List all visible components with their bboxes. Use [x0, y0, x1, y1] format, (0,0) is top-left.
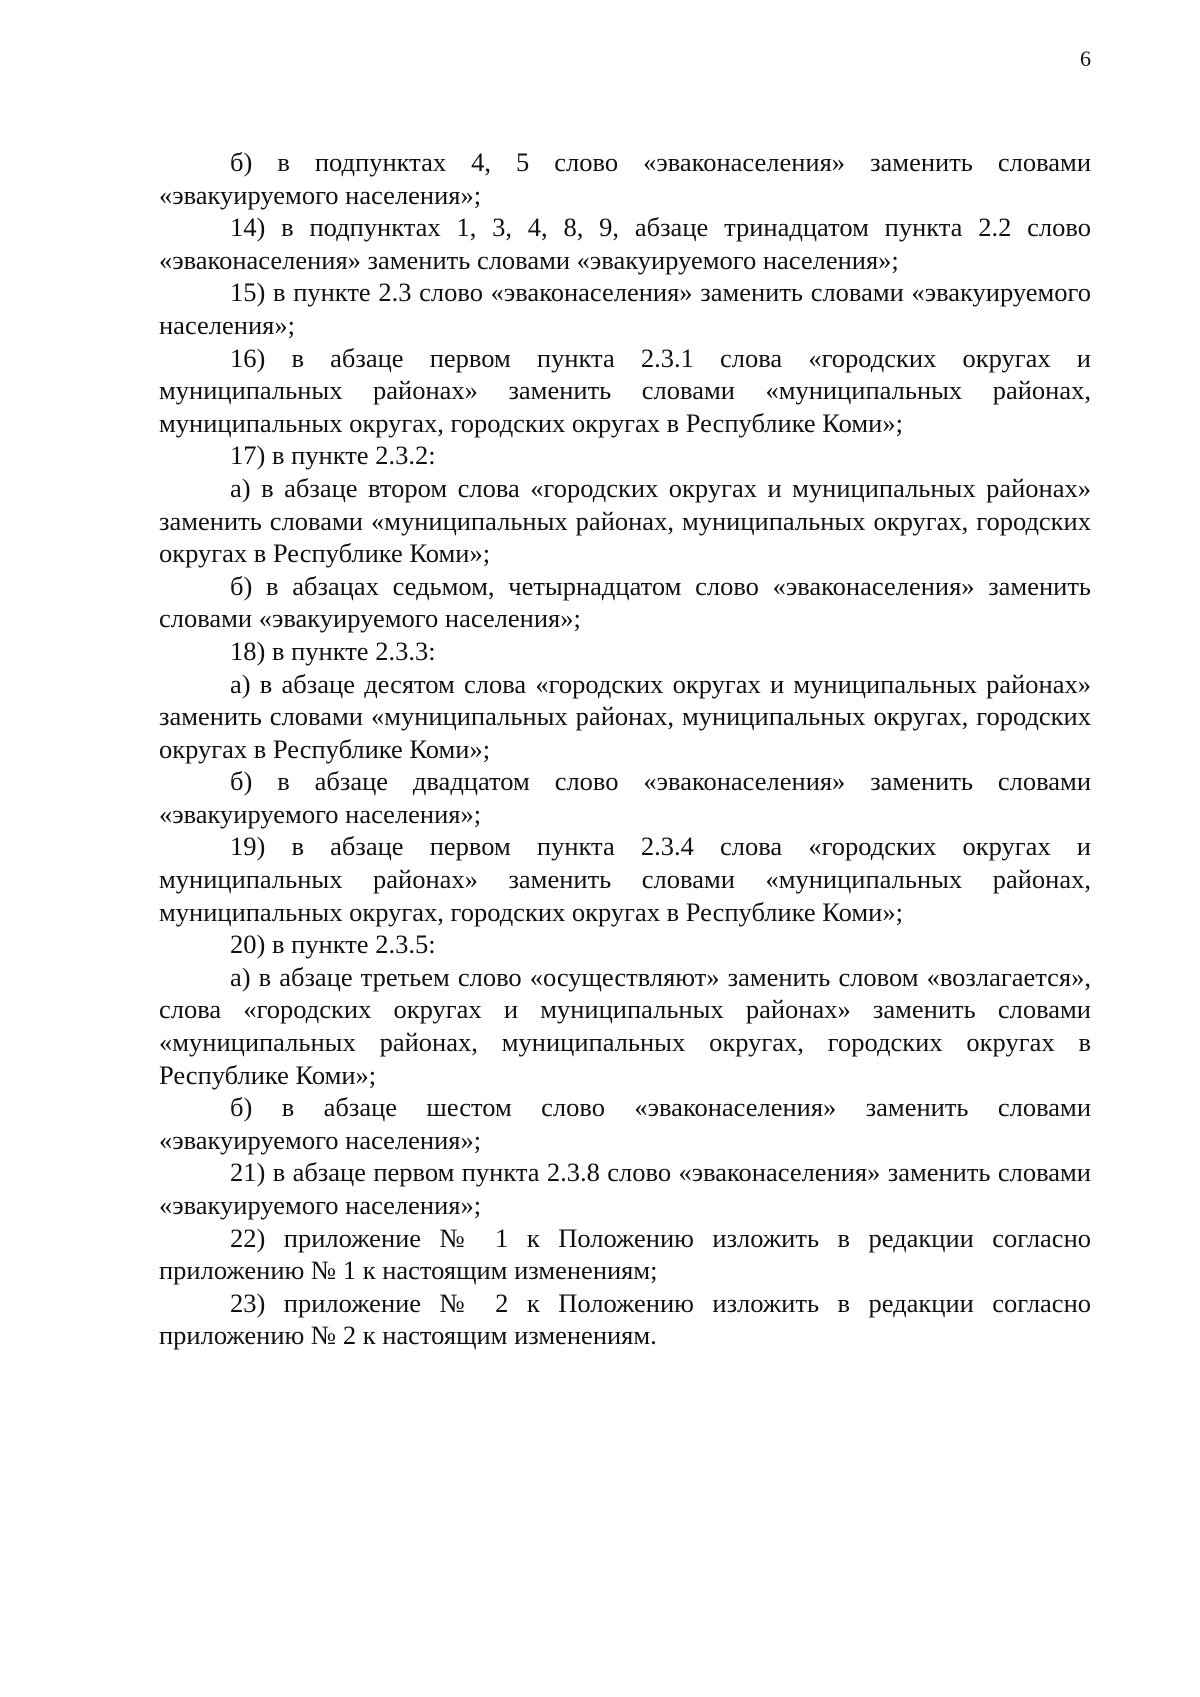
paragraph-18-a: а) в абзаце десятом слова «городских округах и муниципальных районах» заменить словами «муниципальных районах, муниципальных округах, городских округах в Республике Коми»; — [159, 668, 1091, 764]
page-number: 6 — [1080, 46, 1091, 71]
paragraph-15: 15) в пункте 2.3 слово «эваконаселения» заменить словами «эвакуируемого населения»; — [159, 277, 1091, 340]
paragraph-20-b: б) в абзаце шестом слово «эваконаселения» заменить словами «эвакуируемого населения»; — [159, 1092, 1091, 1155]
paragraph-16: 16) в абзаце первом пункта 2.3.1 слова «городских округах и муниципальных районах» заменить словами «муниципальных районах, муниципальных округах, городских округах в Республике Коми»; — [159, 342, 1091, 438]
paragraph-19: 19) в абзаце первом пункта 2.3.4 слова «городских округах и муниципальных районах» заменить словами «муниципальных районах, муниципальных округах, городских округах в Республике Коми»; — [159, 831, 1091, 927]
paragraph-20-a: а) в абзаце третьем слово «осуществляют» заменить словом «возлагается», слова «городских округах и муниципальных районах» заменить словами «муниципальных районах, муниципальных округах, городских округах в Республике Коми»; — [159, 961, 1091, 1090]
paragraph-18: 18) в пункте 2.3.3: — [230, 635, 436, 666]
paragraph-17: 17) в пункте 2.3.2: — [230, 440, 436, 471]
paragraph-22: 22) приложение № 1 к Положению изложить в редакции согласно приложению № 1 к настоящим изменениям; — [159, 1222, 1091, 1286]
paragraph-18-b: б) в абзаце двадцатом слово «эваконаселения» заменить словами «эвакуируемого населения»; — [159, 766, 1091, 829]
paragraph-b-subitems-4-5: б) в подпунктах 4, 5 слово «эваконаселения» заменить словами «эвакуируемого населения»; — [159, 147, 1091, 210]
paragraph-17-b: б) в абзацах седьмом, четырнадцатом слово «эваконаселения» заменить словами «эвакуируемого населения»; — [159, 570, 1091, 634]
document-body — [159, 146, 1091, 1352]
paragraph-20: 20) в пункте 2.3.5: — [230, 929, 436, 960]
paragraph-21: 21) в абзаце первом пункта 2.3.8 слово «эваконаселения» заменить словами «эвакуируемого населения»; — [159, 1157, 1091, 1220]
paragraph-17-a: а) в абзаце втором слова «городских округах и муниципальных районах» заменить словами «муниципальных районах, муниципальных округах, городских округах в Республике Коми»; — [159, 472, 1091, 569]
paragraph-23: 23) приложение № 2 к Положению изложить в редакции согласно приложению № 2 к настоящим изменениям. — [159, 1287, 1091, 1351]
paragraph-14: 14) в подпунктах 1, 3, 4, 8, 9, абзаце тринадцатом пункта 2.2 слово «эваконаселения» заменить словами «эвакуируемого населения»; — [159, 212, 1091, 275]
